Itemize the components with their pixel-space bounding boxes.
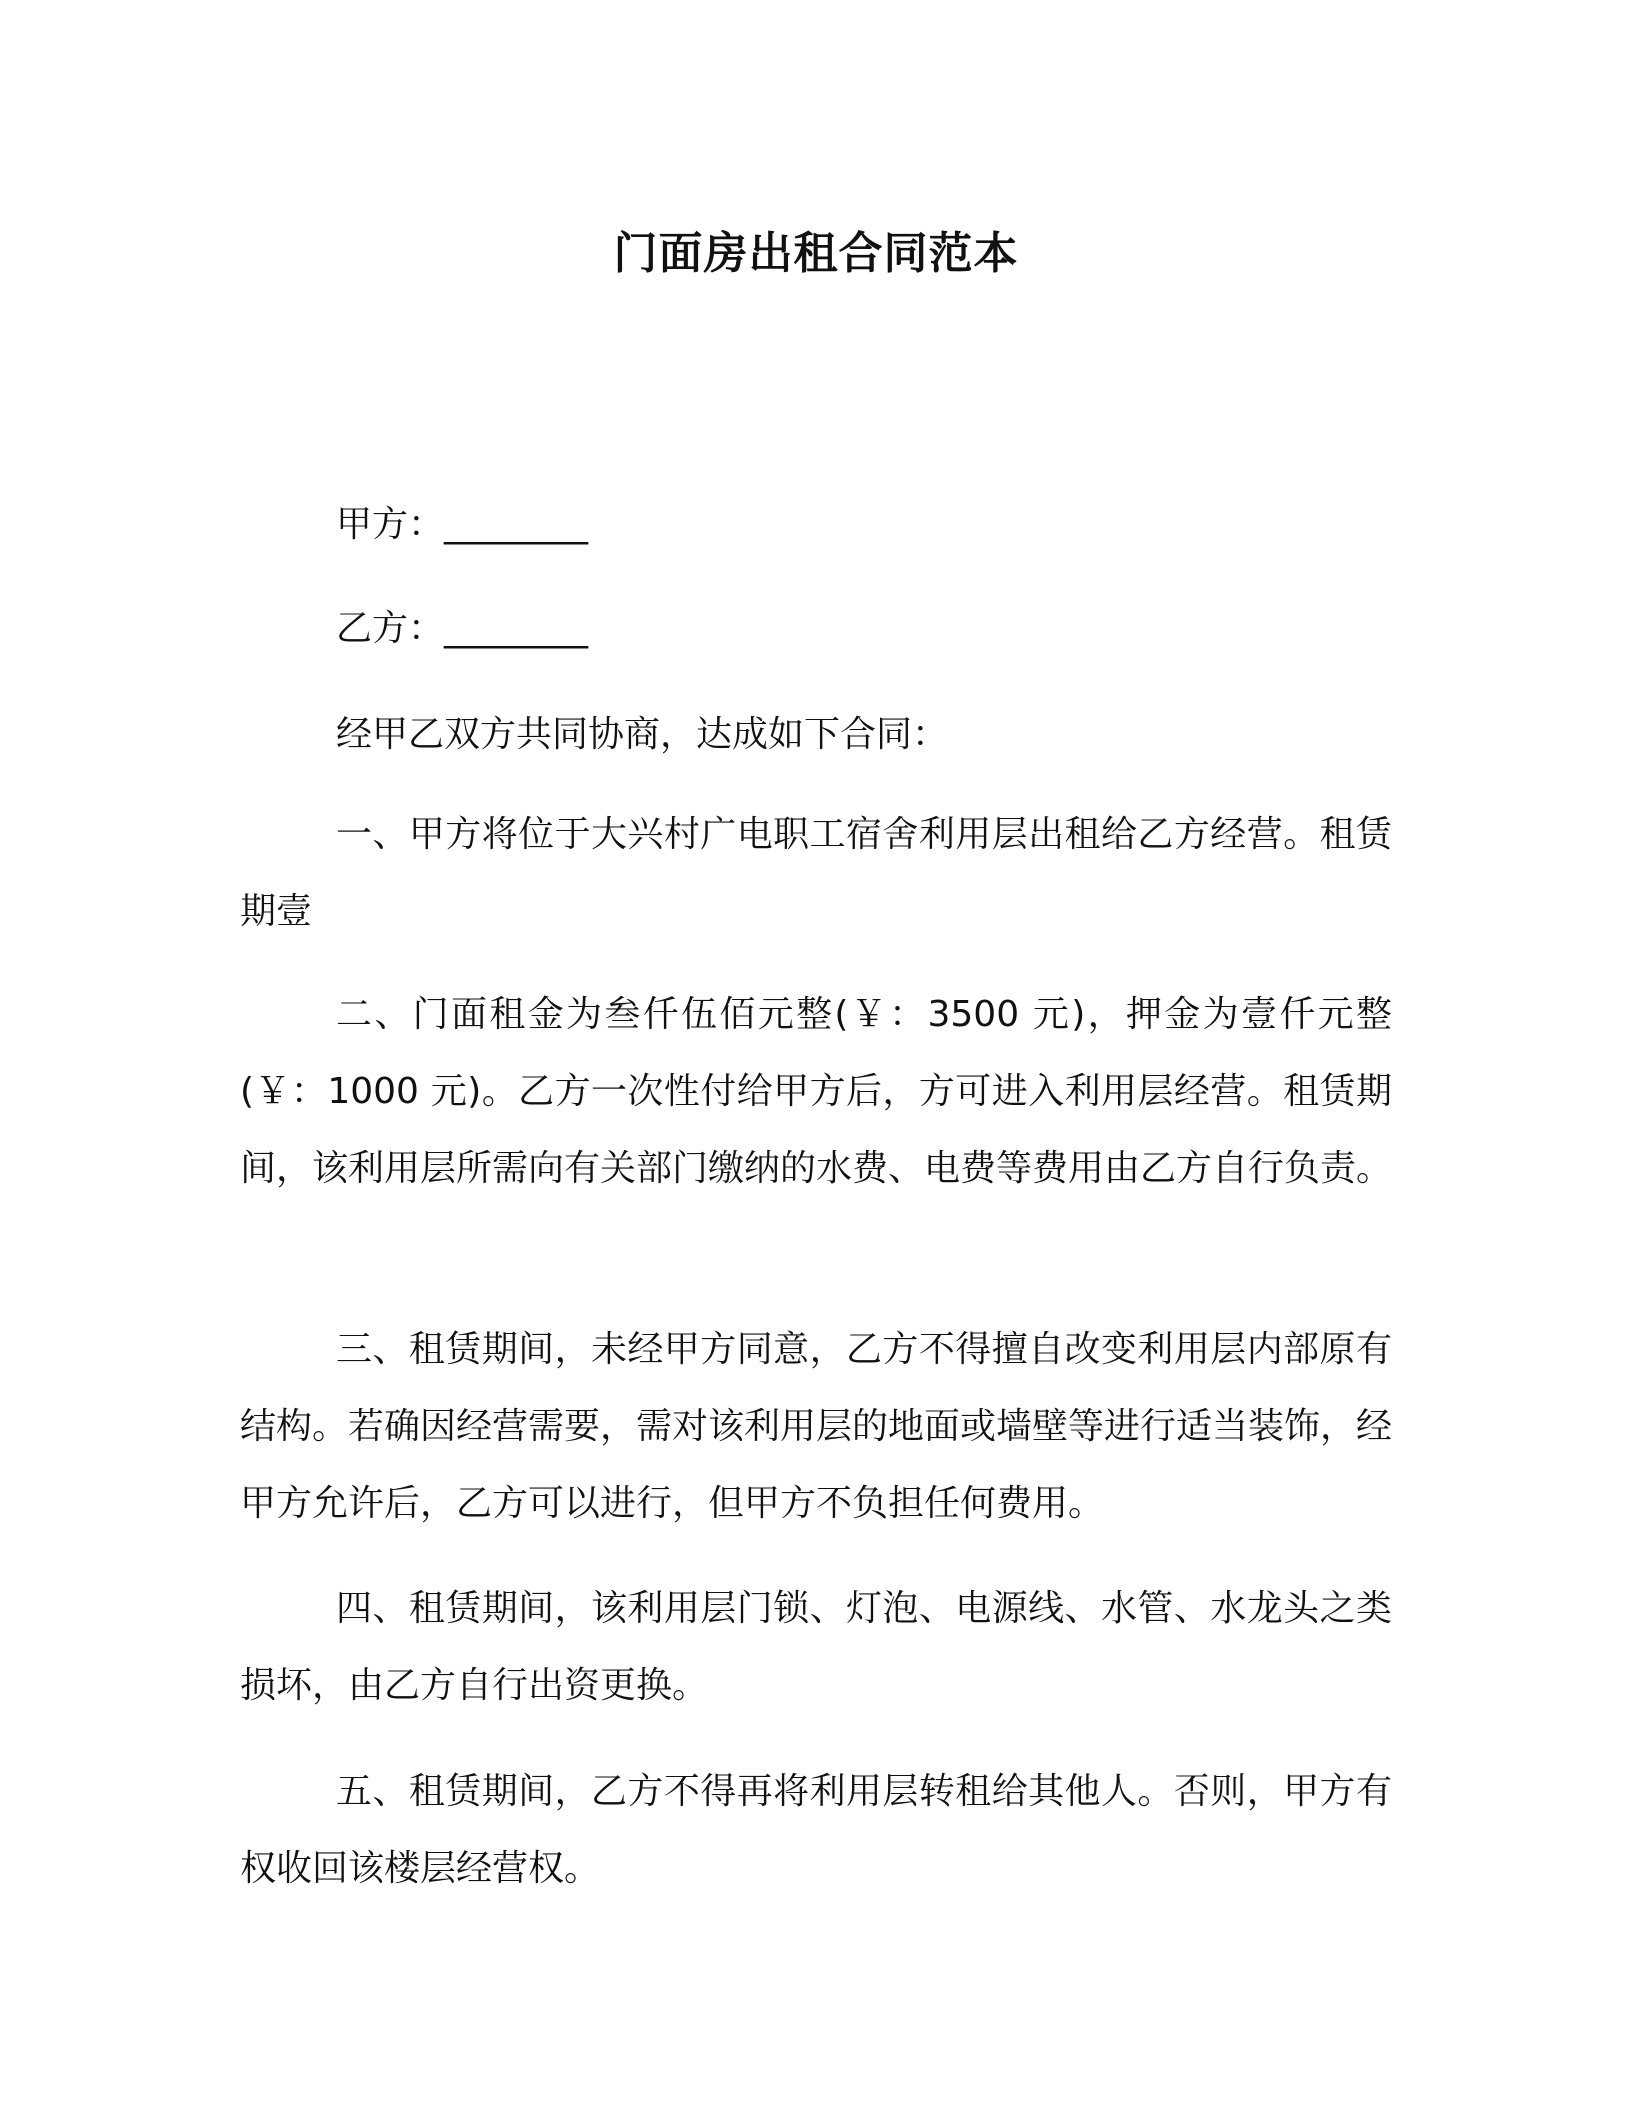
clause-paragraph-2: 二、门面租金为叁仟伍佰元整(￥：3500 元)，押金为壹仟元整(￥：1000 元)。乙方一次性付给甲方后，方可进入利用层经营。租赁期间，该利用层所需向有关部门缴纳的水费、电费等费用由乙方自行负责。 xyxy=(240,994,1393,1189)
party-b-line: 乙方：________ xyxy=(336,608,589,649)
party-a-line: 甲方：________ xyxy=(336,504,589,545)
clause-paragraph-4: 四、租赁期间，该利用层门锁、灯泡、电源线、水管、水龙头之类损坏，由乙方自行出资更换。 xyxy=(240,1588,1392,1706)
clause-paragraph-1: 一、甲方将位于大兴村广电职工宿舍利用层出租给乙方经营。租赁期壹 xyxy=(240,814,1392,932)
intro-paragraph: 经甲乙双方共同协商，达成如下合同： xyxy=(336,714,949,755)
clause-paragraph-5: 五、租赁期间，乙方不得再将利用层转租给其他人。否则，甲方有权收回该楼层经营权。 xyxy=(240,1771,1392,1889)
clause-paragraph-3: 三、租赁期间，未经甲方同意，乙方不得擅自改变利用层内部原有结构。若确因经营需要，需对该利用层的地面或墙壁等进行适当装饰，经甲方允许后，乙方可以进行，但甲方不负担任何费用。 xyxy=(240,1329,1393,1524)
document-title: 门面房出租合同范本 xyxy=(613,228,1019,279)
